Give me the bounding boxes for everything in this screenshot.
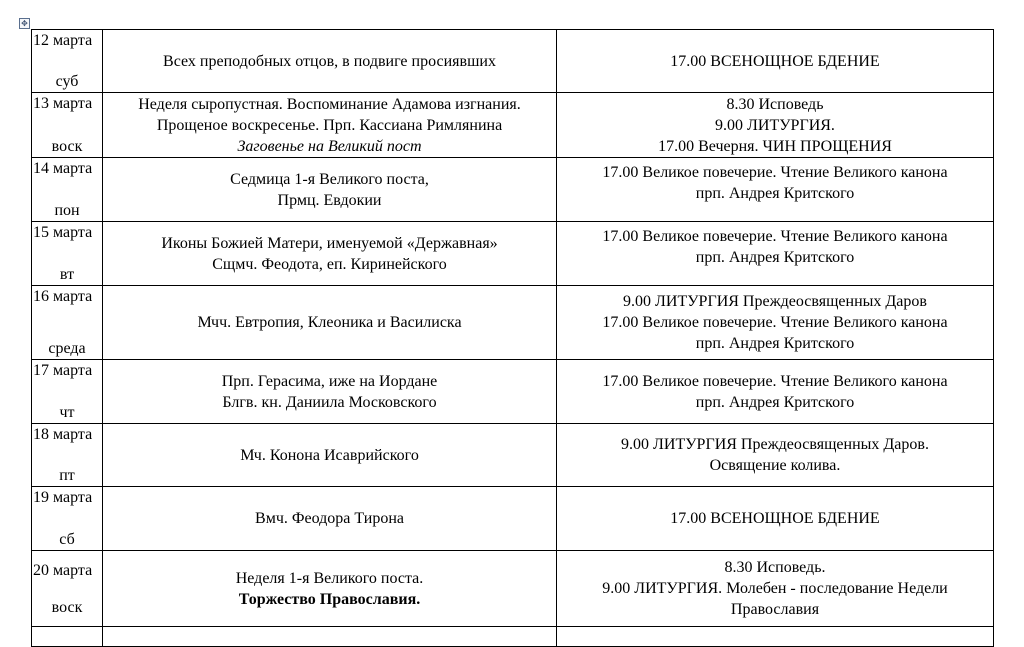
service-cell bbox=[557, 360, 994, 424]
service-line: 8.30 Исповедь. bbox=[724, 559, 826, 576]
table-row bbox=[32, 222, 994, 286]
service-line: прп. Андрея Критского bbox=[695, 335, 855, 352]
feast-cell bbox=[103, 627, 557, 647]
date-cell bbox=[32, 286, 103, 360]
service-cell bbox=[557, 93, 994, 158]
weekday-text: воск bbox=[51, 598, 83, 616]
date-cell bbox=[32, 222, 103, 286]
service-line: прп. Андрея Критского bbox=[695, 393, 855, 411]
feast-cell bbox=[103, 93, 557, 158]
date-cell bbox=[32, 627, 103, 647]
date-text: 13 марта bbox=[33, 95, 93, 112]
service-line: 17.00 ВСЕНОЩНОЕ БДЕНИЕ bbox=[670, 52, 880, 70]
weekday-text: пт bbox=[59, 467, 75, 484]
feast-line-italic: Заговенье на Великий пост bbox=[237, 137, 422, 155]
service-line: 9.00 ЛИТУРГИЯ Преждеосвященных Даров. bbox=[621, 436, 929, 453]
service-line: 17.00 ВСЕНОЩНОЕ БДЕНИЕ bbox=[670, 510, 880, 527]
table-row bbox=[32, 286, 994, 360]
service-cell bbox=[557, 487, 994, 551]
feast-line: Мч. Конона Исаврийского bbox=[240, 446, 419, 464]
feast-line: Всех преподобных отцов, в подвиге просиявших bbox=[163, 52, 496, 70]
service-line: Освящение колива. bbox=[709, 457, 841, 474]
table-row bbox=[32, 487, 994, 551]
date-cell bbox=[32, 424, 103, 487]
date-cell bbox=[32, 487, 103, 551]
date-text: 14 марта bbox=[33, 160, 93, 177]
feast-cell bbox=[103, 424, 557, 487]
service-line: 8.30 Исповедь bbox=[726, 95, 824, 113]
table-row bbox=[32, 30, 994, 93]
service-cell bbox=[557, 424, 994, 487]
feast-line: Блгв. кн. Даниила Московского bbox=[222, 393, 437, 411]
service-cell bbox=[557, 158, 994, 222]
service-line: 9.00 ЛИТУРГИЯ. bbox=[715, 116, 835, 134]
feast-cell bbox=[103, 360, 557, 424]
feast-line-bold: Торжество Православия. bbox=[238, 590, 421, 608]
feast-cell bbox=[103, 487, 557, 551]
service-cell bbox=[557, 627, 994, 647]
service-line: прп. Андрея Критского bbox=[695, 185, 855, 202]
feast-line: Прощеное воскресенье. Прп. Кассиана Римлянина bbox=[156, 116, 503, 134]
feast-cell bbox=[103, 30, 557, 93]
date-cell bbox=[32, 360, 103, 424]
feast-line: Прмц. Евдокии bbox=[277, 191, 382, 209]
weekday-text: чт bbox=[59, 404, 75, 421]
service-cell bbox=[557, 30, 994, 93]
date-cell bbox=[32, 30, 103, 93]
table-row-partial bbox=[32, 627, 994, 647]
service-cell bbox=[557, 222, 994, 286]
feast-line: Неделя сыропустная. Воспоминание Адамова изгнания. bbox=[138, 95, 521, 113]
weekday-text: пон bbox=[54, 202, 80, 219]
date-text: 12 марта bbox=[33, 32, 93, 49]
date-text: 20 марта bbox=[33, 561, 93, 579]
service-line: 17.00 Великое повечерие. Чтение Великого канона bbox=[602, 164, 948, 181]
date-cell bbox=[32, 551, 103, 627]
feast-cell bbox=[103, 222, 557, 286]
service-line: 17.00 Великое повечерие. Чтение Великого канона bbox=[602, 372, 948, 390]
service-line: прп. Андрея Критского bbox=[695, 249, 855, 266]
table-row bbox=[32, 158, 994, 222]
date-text: 19 марта bbox=[33, 489, 93, 506]
table-move-handle-icon[interactable]: ✥ bbox=[19, 18, 30, 29]
date-text: 16 марта bbox=[33, 288, 93, 305]
date-cell bbox=[32, 158, 103, 222]
service-cell bbox=[557, 286, 994, 360]
table-row bbox=[32, 424, 994, 487]
feast-cell bbox=[103, 158, 557, 222]
date-cell bbox=[32, 93, 103, 158]
date-text: 18 марта bbox=[33, 426, 93, 443]
feast-cell bbox=[103, 551, 557, 627]
weekday-text: воск bbox=[51, 138, 83, 155]
feast-line: Вмч. Феодора Тирона bbox=[255, 510, 404, 527]
date-text: 17 марта bbox=[33, 362, 93, 379]
table-row bbox=[32, 551, 994, 627]
feast-cell bbox=[103, 286, 557, 360]
service-line: 17.00 Великое повечерие. Чтение Великого канона bbox=[602, 314, 948, 331]
table-row bbox=[32, 360, 994, 424]
service-line: Православия bbox=[730, 601, 820, 618]
service-line: 9.00 ЛИТУРГИЯ. Молебен - последование Недели bbox=[602, 580, 948, 597]
feast-line: Мчч. Евтропия, Клеоника и Василиска bbox=[197, 314, 462, 331]
feast-line: Прп. Герасима, иже на Иордане bbox=[221, 372, 438, 390]
weekday-text: сб bbox=[59, 531, 75, 548]
date-text: 15 марта bbox=[33, 224, 93, 241]
service-line: 17.00 Великое повечерие. Чтение Великого канона bbox=[602, 228, 948, 245]
service-cell bbox=[557, 551, 994, 627]
table-row bbox=[32, 93, 994, 158]
feast-line: Сщмч. Феодота, еп. Киринейского bbox=[212, 255, 447, 273]
feast-line: Неделя 1-я Великого поста. bbox=[235, 569, 424, 587]
service-line: 17.00 Вечерня. ЧИН ПРОЩЕНИЯ bbox=[658, 137, 892, 155]
feast-line: Седмица 1-я Великого поста, bbox=[230, 170, 429, 188]
weekday-text: вт bbox=[59, 266, 75, 283]
service-line: 9.00 ЛИТУРГИЯ Преждеосвященных Даров bbox=[623, 293, 927, 310]
weekday-text: среда bbox=[48, 340, 86, 357]
feast-line: Иконы Божией Матери, именуемой «Державная» bbox=[161, 234, 498, 252]
schedule-table bbox=[31, 29, 994, 647]
weekday-text: суб bbox=[55, 73, 79, 90]
